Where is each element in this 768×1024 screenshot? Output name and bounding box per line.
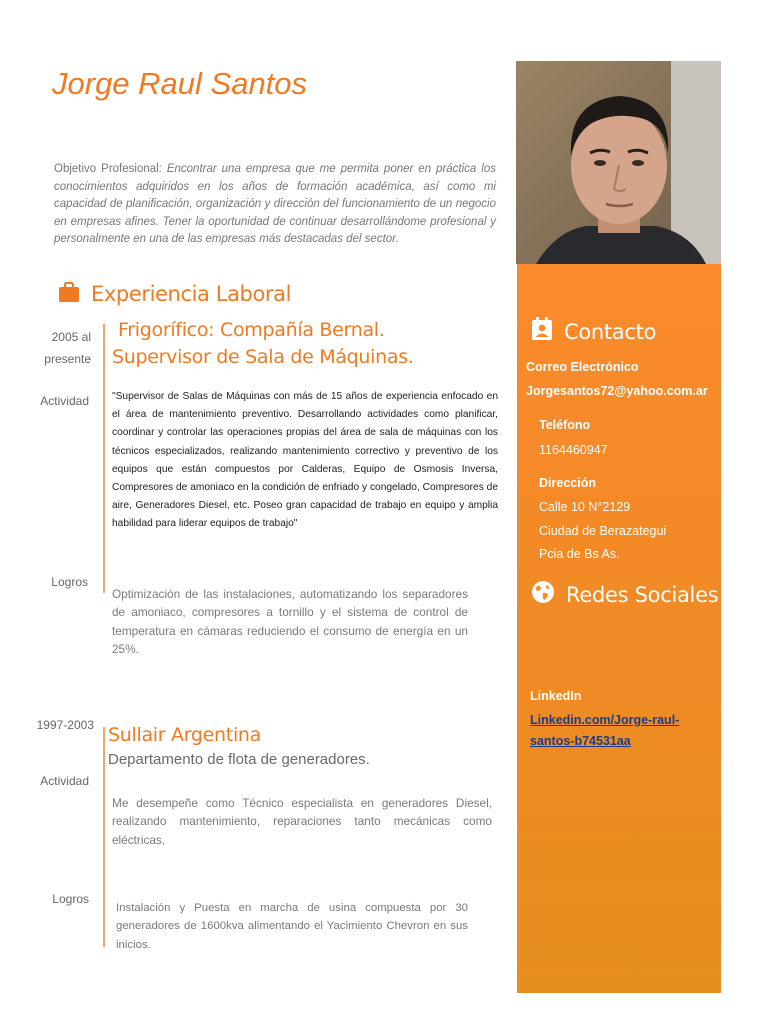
address-block [539,496,666,567]
linkedin-line[interactable]: santos-b74531aa [530,734,631,748]
phone-label: Teléfono [539,418,591,432]
contact-sidebar [517,264,721,993]
job-period [20,326,91,370]
experience-heading: Experiencia Laboral [91,282,292,306]
globe-icon [531,580,555,609]
address-line: Ciudad de Berazategui [539,523,667,538]
phone-value: 1164460947 [539,443,608,457]
candidate-name: Jorge Raul Santos [52,66,308,101]
job-activity-text: Me desempeñe como Técnico especialista en generadores Diesel, realizando mantenimiento, reparaciones tanto mecánicas como eléctricas. [112,796,492,847]
activity-label: Actividad [40,774,89,788]
contact-card-icon [531,317,553,346]
job-activity-text: "Supervisor de Salas de Máquinas con más de 15 años de experiencia enfocado en el área de mantenimiento preventivo. Desarrollando actividades como planificar, coordinar y controlar las operaciones propias del área de sala de máquinas con los técnicos especializados, realizando mantenimiento correctivo y preventivo de los equipos que están compuestos por Calderas, Equipo de Osmosis Inversa, Compresores de amoniaco en la condición de enfriado y congelado, Compresores de aire, Generadores Diesel, etc. Poseo gran capacidad de trabajo en equipo y amplia habilidad para liderar equipos de trabajo" [112,391,498,530]
objective-paragraph [54,161,496,249]
job-company: Sullair Argentina [108,724,262,746]
job-company: Frigorífico: Compañía Bernal. [118,319,385,341]
address-line: Pcia de Bs As. [539,547,620,561]
activity-label: Actividad [40,394,89,408]
contact-heading: Contacto [564,319,657,344]
social-heading-row [531,580,718,609]
social-heading: Redes Sociales [566,582,719,607]
address-line: Calle 10 N°2129 [539,500,631,514]
job-role: Departamento de flota de generadores. [108,751,370,768]
job-role: Supervisor de Sala de Máquinas. [112,346,414,368]
linkedin-line[interactable]: Linkedin.com/Jorge-raul- [530,713,680,727]
job-achievements-text: Optimización de las instalaciones, automatizando los separadores de amoniaco, compresores a tornillo y el sistema de control de temperatura en cámaras reduciendo el consumo de energía en un 25%. [112,587,468,656]
job-period [20,714,94,736]
linkedin-label: LinkedIn [530,689,582,703]
objective-text: Encontrar una empresa que me permita poner en práctica los conocimientos adquiridos en los años de formación académica, así como mi capacidad de planificación, organización y dirección del funcionamiento de un negocio en empresas afines. Tener la oportunidad de continuar desarrollándome profesional y personalmente en una de las empresas más destacadas del sector. [54,163,496,245]
briefcase-icon [58,281,80,308]
linkedin-link[interactable] [530,710,679,752]
email-label: Correo Electrónico [526,360,639,374]
period-line: 2005 al [51,330,91,344]
timeline-line [103,727,105,947]
timeline-line [103,324,105,593]
objective-label: Objetivo Profesional: [54,163,167,175]
profile-photo [516,61,721,264]
job-achievements-text: Instalación y Puesta en marcha de usina compuesta por 30 generadores de 1600kva alimentando el Yacimiento Chevron en sus inicios. [116,902,468,951]
contact-heading-row [531,317,656,346]
achievements-label: Logros [52,892,89,906]
email-value[interactable]: Jorgesantos72@yahoo.com.ar [526,384,708,398]
achievements-label: Logros [51,575,88,589]
address-label: Dirección [539,476,596,490]
period-line: 1997-2003 [36,718,94,732]
experience-section-header [58,280,291,308]
period-line: presente [44,352,91,366]
